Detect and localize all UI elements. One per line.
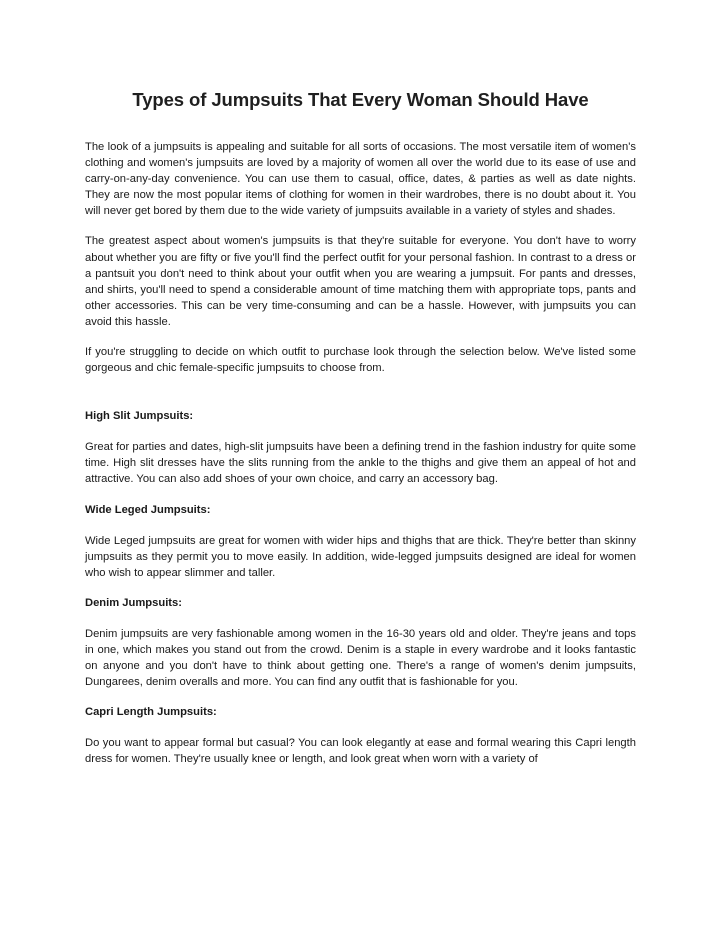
section-heading-high-slit: High Slit Jumpsuits: bbox=[85, 410, 194, 423]
intro-paragraph: The look of a jumpsuits is appealing and suitable for all sorts of occasions. The most versatile item of women's clothing and women's jumpsuits are loved by a majority of women all over the world due to its ease of use and carry-on-any-day convenience. You can use them to casual, office, dates, & parties as well as date nights. They are now the most popular items of clothing for women in their wardrobes, there is no doubt about it. You will never get bored by them due to the wide variety of jumpsuits available in a variety of styles and shades. bbox=[85, 141, 636, 218]
section-heading-capri: Capri Length Jumpsuits: bbox=[85, 706, 217, 719]
section-heading-wide-leged: Wide Leged Jumpsuits: bbox=[85, 503, 211, 516]
document-title: Types of Jumpsuits That Every Woman Should Have bbox=[132, 89, 589, 110]
section-body-denim: Denim jumpsuits are very fashionable among women in the 16-30 years old and older. They're jeans and tops in one, which makes you stand out from the crowd. Denim is a staple in every wardrobe and it looks fantastic on anyone and you don't have to think about getting one. There's a range of women's denim jumpsuits, Dungarees, denim overalls and more. You can find any outfit that is fashionable for you. bbox=[85, 627, 636, 689]
section-heading-denim: Denim Jumpsuits: bbox=[85, 596, 182, 609]
section-body-wide-leged: Wide Leged jumpsuits are great for women with wider hips and thighs that are thick. They're better than skinny jumpsuits as they permit you to move easily. In addition, wide-legged jumpsuits designed are ideal for women who wish to appear slimmer and taller. bbox=[85, 534, 636, 579]
section-body-capri: Do you want to appear formal but casual? You can look elegantly at ease and formal wearing this Capri length dress for women. They're usually knee or length, and look great when worn with a variety of bbox=[85, 737, 636, 766]
section-body-high-slit: Great for parties and dates, high-slit jumpsuits have been a defining trend in the fashion industry for quite some time. High slit dresses have the slits running from the ankle to the thighs and give them an appeal of hot and attractive. You can also add shoes of your own choice, and carry an accessory bag. bbox=[85, 441, 636, 486]
intro-paragraph: If you're struggling to decide on which outfit to purchase look through the selection below. We've listed some gorgeous and chic female-specific jumpsuits to choose from. bbox=[85, 346, 636, 375]
intro-paragraph: The greatest aspect about women's jumpsuits is that they're suitable for everyone. You don't have to worry about whether you are fifty or five you'll find the perfect outfit for your personal fashion. In contrast to a dress or a pantsuit you don't need to think about your outfit when you are wearing a jumpsuit. For pants and dresses, and shirts, you'll need to spend a considerable amount of time matching them with appropriate tops, pants and other accessories. This can be very time-consuming and can be a hassle. However, with jumpsuits you can avoid this hassle. bbox=[85, 235, 636, 328]
